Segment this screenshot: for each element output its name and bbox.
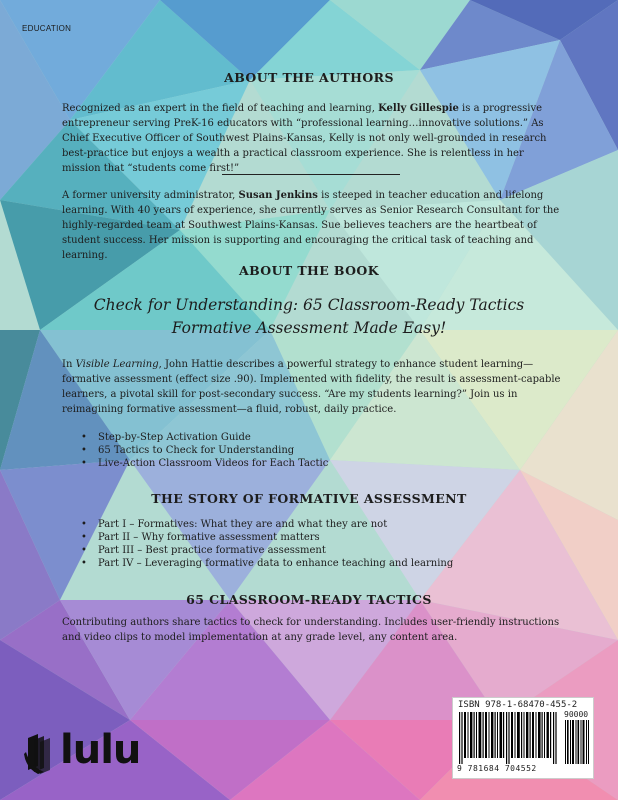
list-item: • Part I – Formatives: What they are and what they are not <box>78 518 453 531</box>
authors-heading: ABOUT THE AUTHORS <box>224 70 394 85</box>
barcode-bars <box>459 712 559 764</box>
list-item: • Part III – Best practice formative assessment <box>78 544 453 557</box>
price-code: 90000 <box>564 710 589 719</box>
tactics-text: Contributing authors share tactics to check for understanding. Includes user-friendly instructions and video clips to model implementation at any grade level, any content area. <box>62 617 560 643</box>
isbn-barcode <box>452 697 594 779</box>
list-item: • Part IV – Leveraging formative data to enhance teaching and learning <box>78 557 453 570</box>
book-features-list <box>78 431 328 470</box>
publisher-name: lulu <box>60 727 141 773</box>
tactics-heading: 65 CLASSROOM-READY TACTICS <box>186 592 432 607</box>
story-parts-list <box>78 518 453 570</box>
book-intro: In Visible Learning, John Hattie describes a powerful strategy to enhance student learning—formative assessment (effect size .90). Implemented with fidelity, the result is assessment-capable learners, a pivotal skill for post-secondary success. “Are my students learning?” Join us in reimagining formative assessment—a fluid, robust, daily practice. <box>62 359 561 415</box>
story-heading: THE STORY OF FORMATIVE ASSESSMENT <box>151 491 467 506</box>
list-item: • 65 Tactics to Check for Understanding <box>78 444 328 457</box>
susan-bio: A former university administrator, Susan Jenkins is steeped in teacher education and lifelong learning. With 40 years of experience, she currently serves as Senior Research Consultant for the highly-regarded team at Southwest Plains-Kansas. Sue believes teachers are the heartbeat of student success. Her mission is supporting and encouraging the critical task of teaching and learning. <box>62 190 560 261</box>
publisher-logo <box>24 726 154 780</box>
list-item: • Part II – Why formative assessment matters <box>78 531 453 544</box>
list-item: • Live-Action Classroom Videos for Each Tactic <box>78 457 328 470</box>
book-stack-icon <box>24 732 60 774</box>
book-title-line1: Check for Understanding: 65 Classroom-Ready Tactics <box>93 296 525 314</box>
susan-name: Susan Jenkins <box>238 190 318 201</box>
category-label: EDUCATION <box>22 24 72 33</box>
kelly-name: Kelly Gillespie <box>378 103 459 114</box>
section-divider <box>222 174 400 175</box>
barcode-digits: 9 781684 704552 <box>457 764 537 773</box>
visible-learning-title: Visible Learning <box>75 359 159 370</box>
kelly-bio: Recognized as an expert in the field of teaching and learning, Kelly Gillespie is a progressive entrepreneur serving PreK-16 educators with “professional learning…innovative solutions.” As Chief Executive Officer of Southwest Plains-Kansas, Kelly is not only well-grounded in research best-practice but enjoys a wealth a practical classroom experience. She is relentless in her mission that “students come first!” <box>62 103 547 174</box>
isbn-text: ISBN 978-1-68470-455-2 <box>458 700 578 710</box>
price-barcode-bars <box>565 720 589 764</box>
list-item: • Step-by-Step Activation Guide <box>78 431 328 444</box>
book-title-line2: Formative Assessment Made Easy! <box>171 319 447 337</box>
book-heading: ABOUT THE BOOK <box>239 263 379 278</box>
